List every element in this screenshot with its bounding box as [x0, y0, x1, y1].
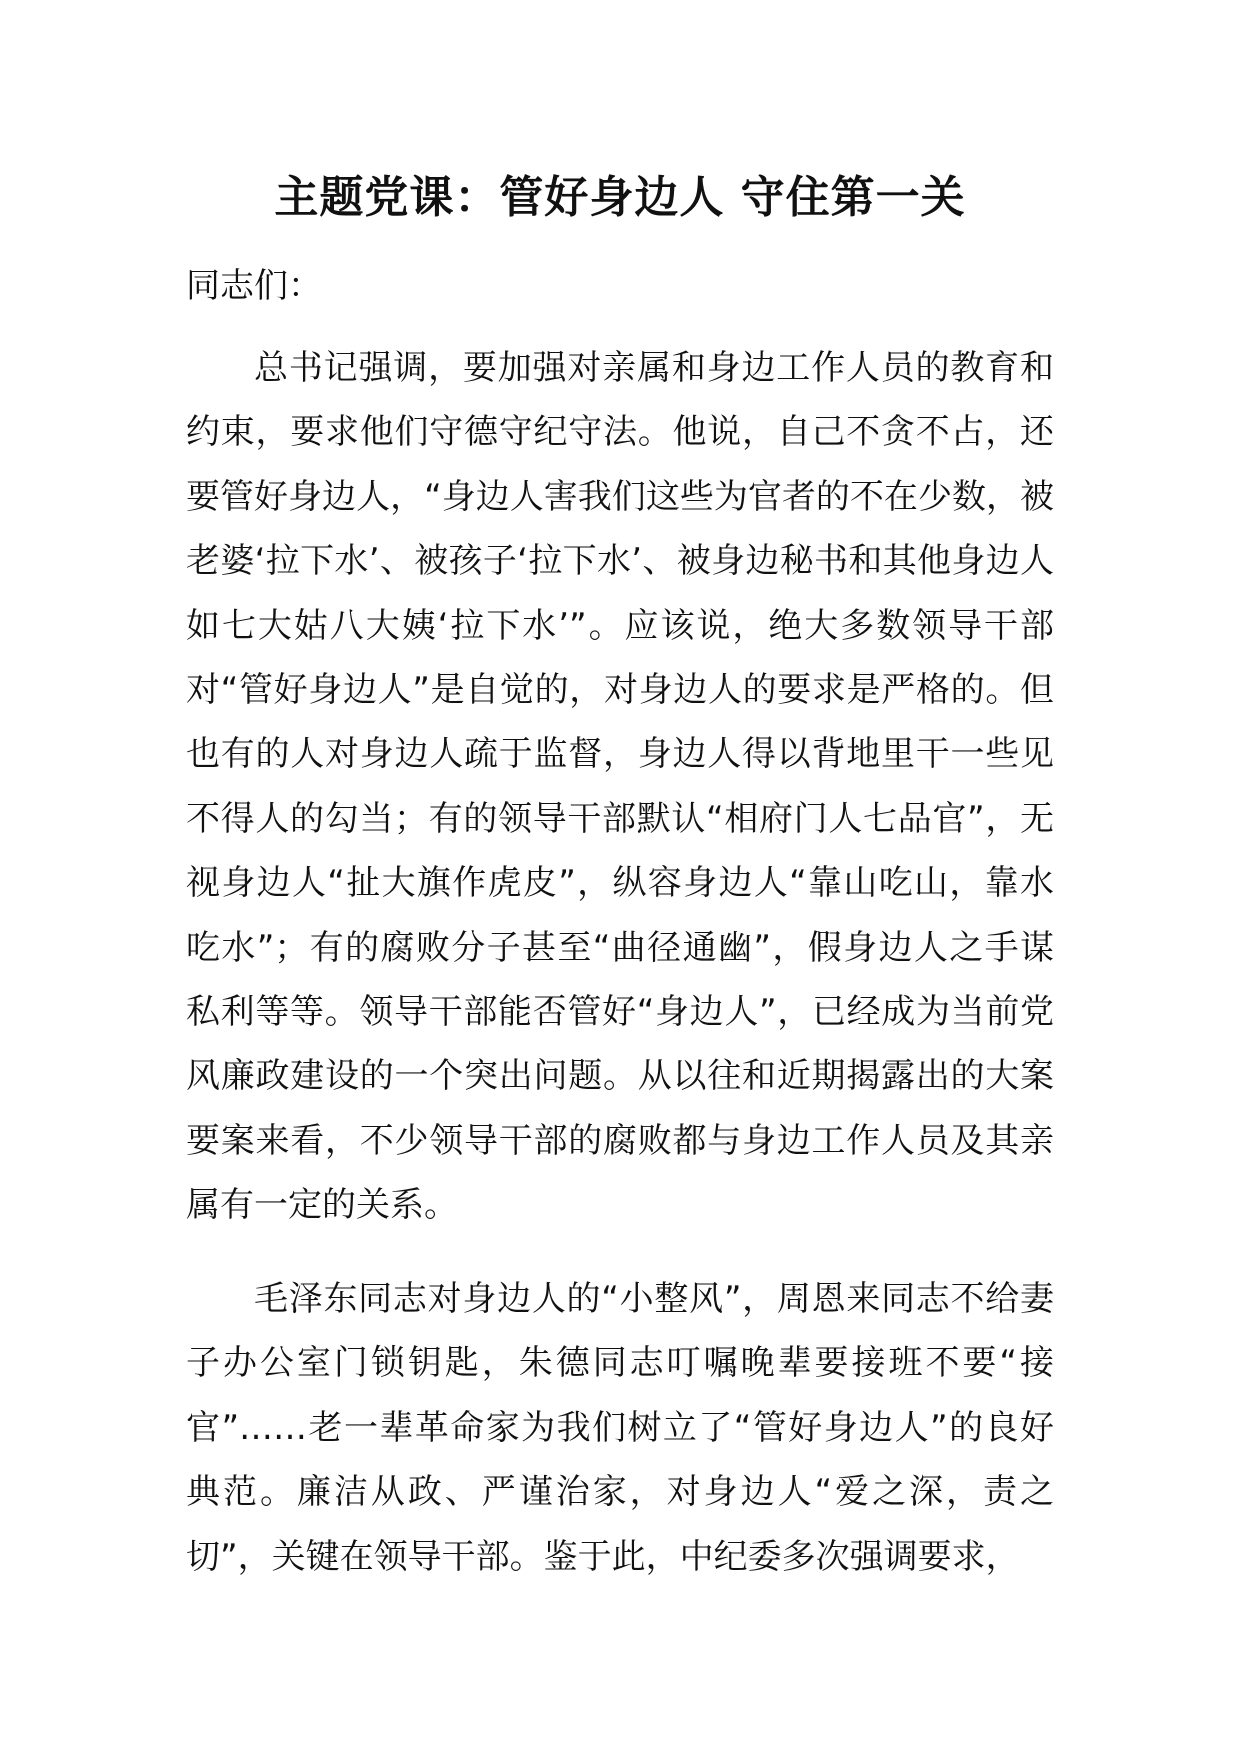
paragraph-1: 总书记强调，要加强对亲属和身边工作人员的教育和约束，要求他们守德守纪守法。他说，自己不贪不占，还要管好身边人，“身边人害我们这些为官者的不在少数，被老婆‘拉下水’、被孩子‘拉下水’、被身边秘书和其他身边人如七大姑八大姨‘拉下水’”。应该说，绝大多数领导干部对“管好身边人”是自觉的，对身边人的要求是严格的。但也有的人对身边人疏于监督，身边人得以背地里干一些见不得人的勾当；有的领导干部默认“相府门人七品官”，无视身边人“扯大旗作虎皮”，纵容身边人“靠山吃山，靠水吃水”；有的腐败分子甚至“曲径通幽”，假身边人之手谋私利等等。领导干部能否管好“身边人”，已经成为当前党风廉政建设的一个突出问题。从以往和近期揭露出的大案要案来看，不少领导干部的腐败都与身边工作人员及其亲属有一定的关系。	[186, 348, 1054, 1226]
paragraph-2: 毛泽东同志对身边人的“小整风”，周恩来同志不给妻子办公室门锁钥匙，朱德同志叮嘱晚辈要接班不要“接官”……老一辈革命家为我们树立了“管好身边人”的良好典范。廉洁从政、严谨治家，对身边人“爱之深，责之切”，关键在领导干部。鉴于此，中纪委多次强调要求，	[186, 1279, 1054, 1577]
document-title: 主题党课：管好身边人 守住第一关	[274, 172, 966, 223]
salutation: 同志们：	[186, 266, 322, 306]
